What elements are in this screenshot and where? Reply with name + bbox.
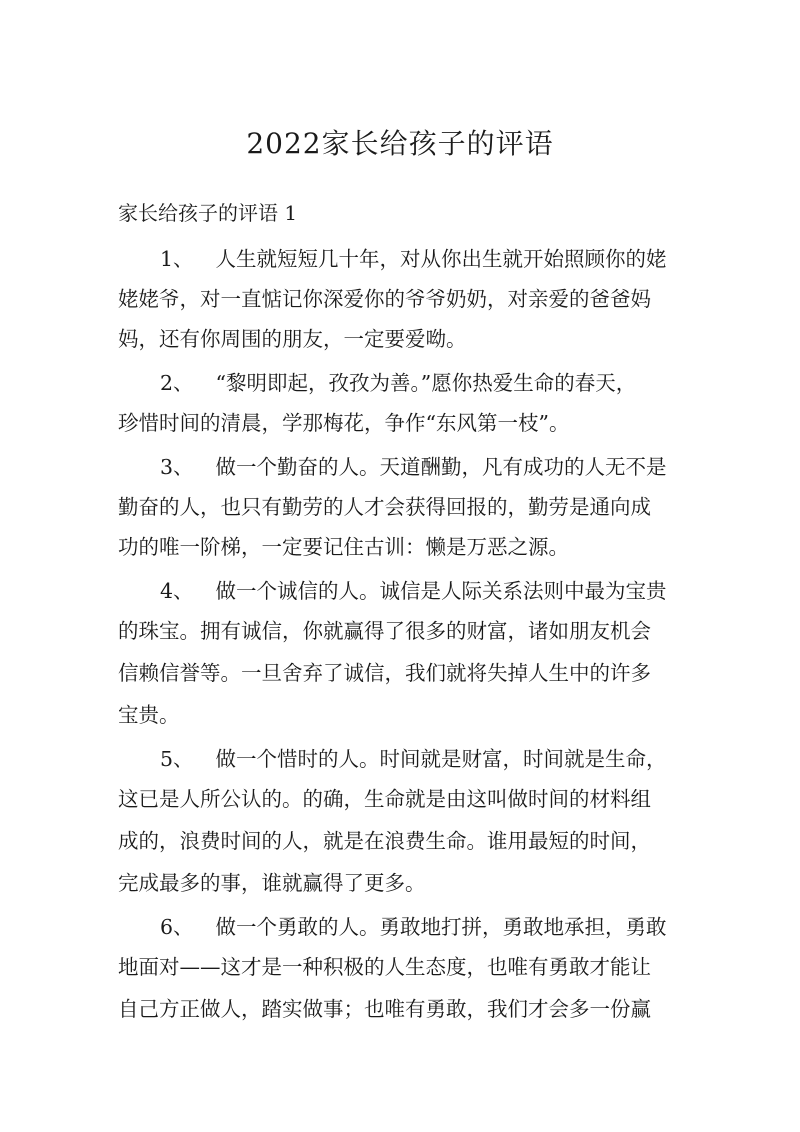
item-number: 4、 xyxy=(160,579,194,603)
item-4-line-4: 宝贵。 xyxy=(118,703,180,727)
paragraph-text: 做一个诚信的人。诚信是人际关系法则中最为宝贵 xyxy=(215,579,667,603)
item-6-line-1 xyxy=(160,912,667,942)
page-title: 2022家长给孩子的评语 xyxy=(246,127,554,160)
item-4-line-1 xyxy=(160,576,667,606)
item-number: 1、 xyxy=(160,247,194,271)
item-1-line-2: 姥姥爷，对一直惦记你深爱你的爷爷奶奶，对亲爱的爸爸妈 xyxy=(118,287,651,311)
paragraph-text: 做一个勤奋的人。天道酬勤，凡有成功的人无不是 xyxy=(215,455,667,479)
section-heading: 家长给孩子的评语 1 xyxy=(118,201,298,225)
item-number: 2、 xyxy=(160,371,194,395)
item-5-line-2: 这已是人所公认的。的确，生命就是由这叫做时间的材料组 xyxy=(118,787,651,811)
item-1-line-3: 妈，还有你周围的朋友，一定要爱呦。 xyxy=(118,327,467,351)
item-1-line-1 xyxy=(160,244,667,274)
item-2-line-2: 珍惜时间的清晨，学那梅花，争作“东风第一枝”。 xyxy=(118,411,570,435)
item-3-line-3: 功的唯一阶梯，一定要记住古训：懒是万恶之源。 xyxy=(118,535,569,559)
item-5-line-1 xyxy=(160,744,667,774)
item-4-line-3: 信赖信誉等。一旦舍弃了诚信，我们就将失掉人生中的许多 xyxy=(118,661,651,685)
item-5-line-3: 成的，浪费时间的人，就是在浪费生命。谁用最短的时间， xyxy=(118,829,651,853)
paragraph-text: 做一个惜时的人。时间就是财富，时间就是生命， xyxy=(215,747,667,771)
paragraph-text: 做一个勇敢的人。勇敢地打拼，勇敢地承担，勇敢 xyxy=(215,915,667,939)
item-5-line-4: 完成最多的事，谁就赢得了更多。 xyxy=(118,871,426,895)
item-6-line-2: 地面对——这才是一种积极的人生态度，也唯有勇敢才能让 xyxy=(118,955,651,979)
paragraph-text: 人生就短短几十年，对从你出生就开始照顾你的姥 xyxy=(215,247,667,271)
item-number: 5、 xyxy=(160,747,194,771)
item-3-line-2: 勤奋的人，也只有勤劳的人才会获得回报的，勤劳是通向成 xyxy=(118,495,651,519)
item-number: 3、 xyxy=(160,455,194,479)
item-number: 6、 xyxy=(160,915,194,939)
item-6-line-3: 自己方正做人，踏实做事；也唯有勇敢，我们才会多一份赢 xyxy=(118,997,651,1021)
paragraph-text: “黎明即起，孜孜为善。”愿你热爱生命的春天， xyxy=(215,371,637,395)
item-2-line-1 xyxy=(160,368,636,398)
item-4-line-2: 的珠宝。拥有诚信，你就赢得了很多的财富，诸如朋友机会 xyxy=(118,619,651,643)
item-3-line-1 xyxy=(160,452,667,482)
